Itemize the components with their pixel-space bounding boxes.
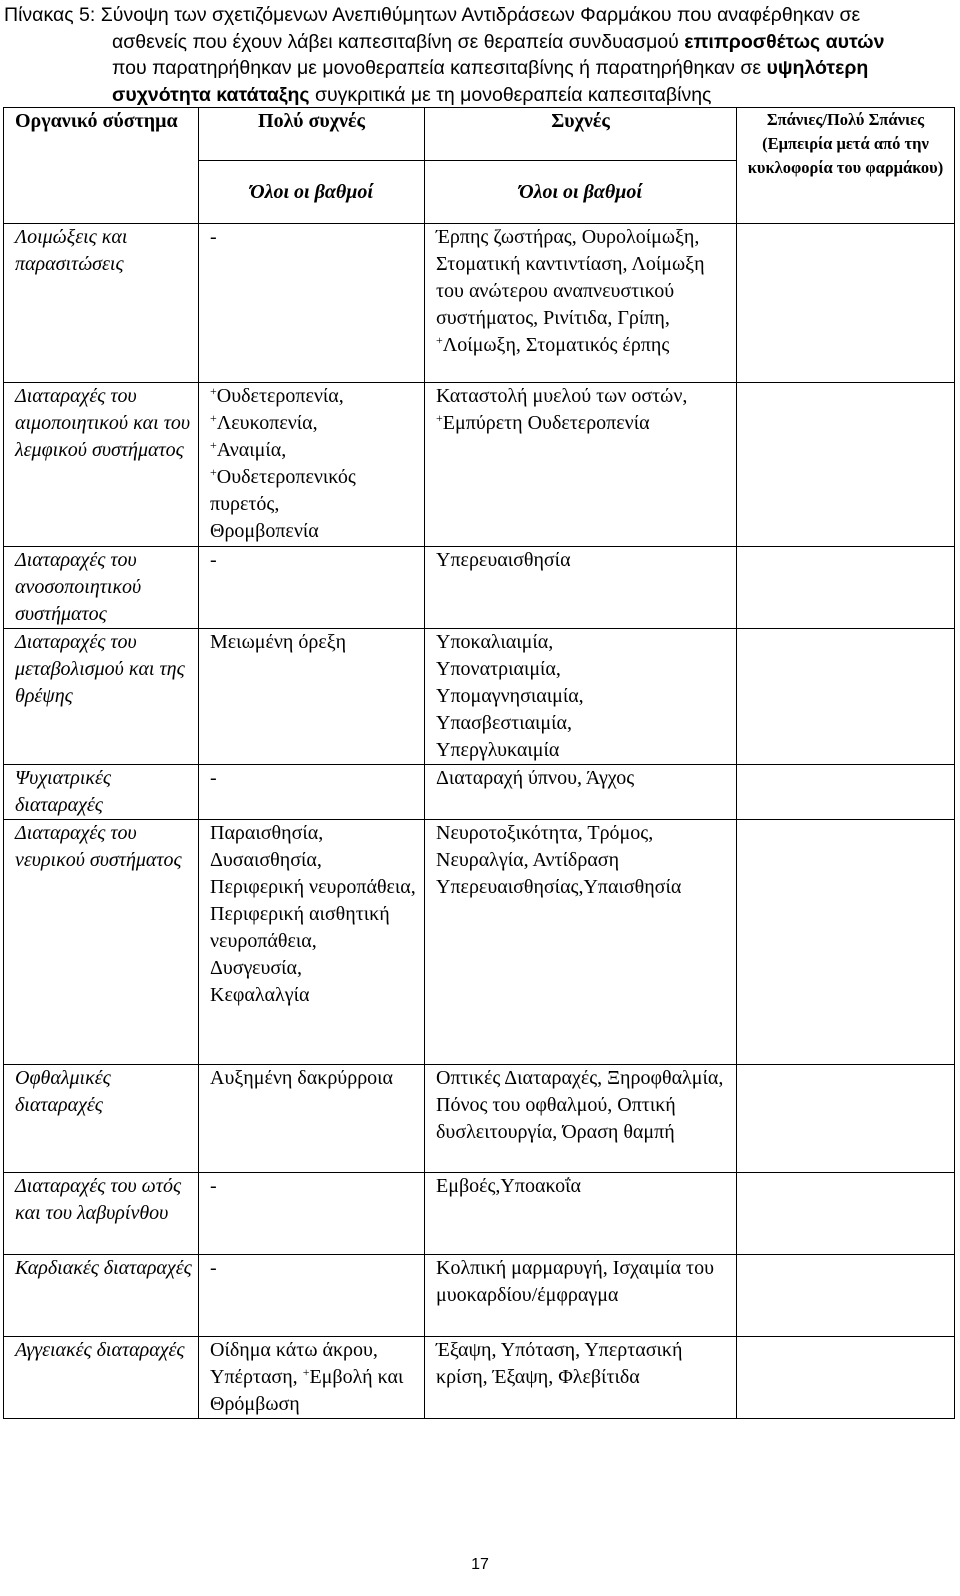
- table-row: [4, 1337, 955, 1419]
- organ-system-cell: Διαταραχές του νευρικού συστήματος: [4, 820, 199, 1065]
- common-cell: Έξαψη, Υπόταση, Υπερτασική κρίση, Έξαψη, Φλεβίτιδα: [425, 1337, 737, 1419]
- common-cell: Οπτικές Διαταραχές, Ξηροφθαλμία, Πόνος του οφθαλμού, Οπτική δυσλειτουργία, Όραση θαμπή: [425, 1065, 737, 1173]
- table-row: [4, 765, 955, 820]
- caption-line-2: ασθενείς που έχουν λάβει καπεσιταβίνη σε θεραπεία συνδυασμού επιπροσθέτως αυτών: [112, 30, 885, 53]
- organ-system-cell: Διαταραχές του αιμοποιητικού και του λεμφικού συστήματος: [4, 383, 199, 547]
- rare-cell: [737, 1065, 955, 1173]
- very-common-cell: -: [199, 1173, 425, 1255]
- header-rare: Σπάνιες/Πολύ Σπάνιες (Εμπειρία μετά από την κυκλοφορία του φαρμάκου): [737, 108, 955, 224]
- common-cell: Υποκαλιαιμία, Υπονατριαιμία, Υπομαγνησιαιμία, Υπασβεστιαιμία, Υπεργλυκαιμία: [425, 629, 737, 765]
- header-common: Συχνές: [425, 108, 737, 161]
- table-row: [4, 820, 955, 1065]
- rare-cell: [737, 383, 955, 547]
- table-row: [4, 629, 955, 765]
- table-row: [4, 1173, 955, 1255]
- organ-system-cell: Λοιμώξεις και παρασιτώσεις: [4, 224, 199, 383]
- rare-cell: [737, 224, 955, 383]
- organ-system-cell: Διαταραχές του ανοσοποιητικού συστήματος: [4, 547, 199, 629]
- adverse-reactions-table: [3, 107, 955, 1419]
- very-common-cell: Αυξημένη δακρύρροια: [199, 1065, 425, 1173]
- very-common-cell: Παραισθησία, Δυσαισθησία, Περιφερική νευροπάθεια, Περιφερική αισθητική νευροπάθεια, Δυσγευσία, Κεφαλαλγία: [199, 820, 425, 1065]
- table-row: [4, 1065, 955, 1173]
- rare-cell: [737, 765, 955, 820]
- common-cell: Υπερευαισθησία: [425, 547, 737, 629]
- header-organ-system: Οργανικό σύστημα: [4, 108, 199, 224]
- caption-line-3: που παρατηρήθηκαν με μονοθεραπεία καπεσιταβίνης ή παρατηρήθηκαν σε υψηλότερη: [112, 57, 869, 79]
- common-cell: Έρπης ζωστήρας, Ουρολοίμωξη, Στοματική καντιντίαση, Λοίμωξη του ανώτερου αναπνευστικού συστήματος, Ρινίτιδα, Γρίπη, +Λοίμωξη, Στοματικός έρπης: [425, 224, 737, 383]
- common-cell: Διαταραχή ύπνου, Άγχος: [425, 765, 737, 820]
- organ-system-cell: Διαταραχές του μεταβολισμού και της θρέψης: [4, 629, 199, 765]
- caption-line-4: συχνότητα κατάταξης συγκριτικά με τη μονοθεραπεία καπεσιταβίνης: [112, 83, 712, 106]
- rare-cell: [737, 629, 955, 765]
- table-row: [4, 224, 955, 383]
- organ-system-cell: Καρδιακές διαταραχές: [4, 1255, 199, 1337]
- rare-cell: [737, 820, 955, 1065]
- very-common-cell: -: [199, 1255, 425, 1337]
- very-common-cell: -: [199, 765, 425, 820]
- organ-system-cell: Οφθαλμικές διαταραχές: [4, 1065, 199, 1173]
- organ-system-cell: Αγγειακές διαταραχές: [4, 1337, 199, 1419]
- very-common-cell: -: [199, 224, 425, 383]
- rare-cell: [737, 1173, 955, 1255]
- page-number: 17: [471, 1556, 489, 1573]
- table-row: [4, 383, 955, 547]
- very-common-cell: Μειωμένη όρεξη: [199, 629, 425, 765]
- very-common-cell: -: [199, 547, 425, 629]
- common-cell: Καταστολή μυελού των οστών, +Εμπύρετη Ουδετεροπενία: [425, 383, 737, 547]
- very-common-cell: Οίδημα κάτω άκρου, Υπέρταση, +Εμβολή και Θρόμβωση: [199, 1337, 425, 1419]
- rare-cell: [737, 1337, 955, 1419]
- table-caption: [4, 2, 952, 108]
- common-cell: Νευροτοξικότητα, Τρόμος, Νευραλγία, Αντίδραση Υπερευαισθησίας,Υπαισθησία: [425, 820, 737, 1065]
- header-all-grades-very-common: Όλοι οι βαθμοί: [199, 161, 425, 224]
- organ-system-cell: Ψυχιατρικές διαταραχές: [4, 765, 199, 820]
- header-very-common: Πολύ συχνές: [199, 108, 425, 161]
- header-all-grades-common: Όλοι οι βαθμοί: [425, 161, 737, 224]
- caption-line-1: Πίνακας 5: Σύνοψη των σχετιζόμενων Ανεπιθύμητων Αντιδράσεων Φαρμάκου που αναφέρθηκαν σε: [4, 4, 861, 26]
- organ-system-cell: Διαταραχές του ωτός και του λαβυρίνθου: [4, 1173, 199, 1255]
- table-row: [4, 1255, 955, 1337]
- very-common-cell: +Ουδετεροπενία, +Λευκοπενία, +Αναιμία, +Ουδετεροπενικός πυρετός, Θρομβοπενία: [199, 383, 425, 547]
- table-row: [4, 547, 955, 629]
- common-cell: Κολπική μαρμαρυγή, Ισχαιμία του μυοκαρδίου/έμφραγμα: [425, 1255, 737, 1337]
- rare-cell: [737, 547, 955, 629]
- common-cell: Εμβοές,Υποακοΐα: [425, 1173, 737, 1255]
- rare-cell: [737, 1255, 955, 1337]
